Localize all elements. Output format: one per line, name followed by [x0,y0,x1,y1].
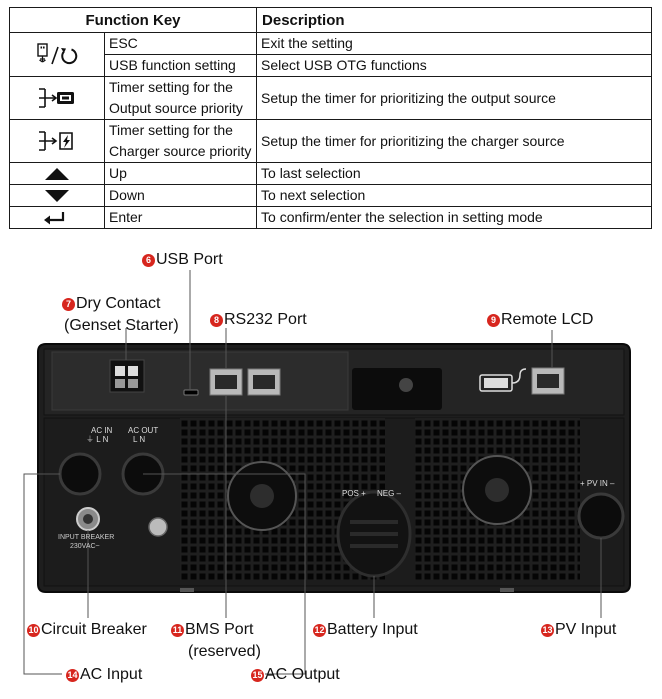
table-cell-desc: Select USB OTG functions [257,55,652,77]
callout-pv-input [541,620,616,639]
table-cell-desc: To last selection [257,163,652,185]
table-cell-desc: To next selection [257,185,652,207]
table-row [10,185,652,207]
table-cell-key: Timer setting for the Charger source priority [105,120,257,163]
callout-bms-port-sub: (reserved) [188,643,261,660]
callout-badge: 10 [28,625,39,635]
callout-badge: 7 [62,298,75,311]
callout-label: USB Port [156,251,223,268]
callout-label: AC Output [265,666,340,683]
callout-label: AC Input [80,666,143,683]
callout-ac-output [251,665,340,684]
table-row [10,55,652,77]
function-key-header: Function Key [10,8,257,33]
table-cell-key: ESC [105,33,257,55]
callout-label: BMS Port [185,621,254,638]
callout-label: Dry Contact [76,295,161,312]
callout-label: Battery Input [327,621,418,638]
enter-icon [10,207,105,229]
callout-badge: 9 [487,314,500,327]
table-cell-key: Enter [105,207,257,229]
callout-badge: 14 [67,670,78,680]
callout-circuit-breaker [27,620,147,639]
breaker-rating: 230VAC~ [70,543,100,550]
table-cell-key: Down [105,185,257,207]
table-header-row [10,8,652,33]
table-cell-desc: Setup the timer for prioritizing the output source [257,77,652,120]
table-row [10,207,652,229]
callout-label: Remote LCD [501,311,594,328]
inverter-rear-panel-figure [0,248,662,699]
callout-badge: 11 [172,625,183,635]
description-header: Description [257,8,652,33]
table-cell-desc: To confirm/enter the selection in setting mode [257,207,652,229]
timer-charger-icon [10,120,105,163]
breaker-label: INPUT BREAKER [58,534,115,541]
callout-badge: 6 [142,254,155,267]
callout-badge: 12 [314,625,325,635]
down-arrow-icon [10,185,105,207]
callout-badge: 8 [210,314,223,327]
callout-label: RS232 Port [224,311,307,328]
up-arrow-icon [10,163,105,185]
callout-remote-lcd [487,310,593,329]
callout-badge: 13 [542,625,553,635]
table-cell-key: USB function setting [105,55,257,77]
ac-out-terminals: L N [133,435,146,444]
table-cell-key: Timer setting for the Output source priority [105,77,257,120]
table-row [10,77,652,120]
timer-output-icon [10,77,105,120]
table-cell-desc: Exit the setting [257,33,652,55]
function-key-table [9,7,652,229]
callout-badge: 15 [252,670,263,680]
usb-esc-icon [10,33,105,77]
callout-rs232-port [210,310,307,329]
callout-label: Circuit Breaker [41,621,147,638]
table-row [10,120,652,163]
callout-ac-input [66,665,142,684]
battery-neg-label: NEG – [377,489,402,498]
table-cell-desc: Setup the timer for prioritizing the charger source [257,120,652,163]
ac-in-terminals: ⏚ L N [86,435,109,444]
callout-battery-input [313,620,418,639]
table-row [10,33,652,55]
ac-in-label: AC IN [91,426,113,435]
callout-bms-port [171,620,253,639]
ac-out-label: AC OUT [128,426,159,435]
callout-dry-contact [62,294,160,313]
table-cell-key: Up [105,163,257,185]
callout-usb-port [142,250,223,269]
callout-dry-contact-sub: (Genset Starter) [64,317,179,334]
pv-in-label: + PV IN – [580,479,615,488]
battery-pos-label: POS + [342,489,366,498]
table-row [10,163,652,185]
callout-label: PV Input [555,621,617,638]
